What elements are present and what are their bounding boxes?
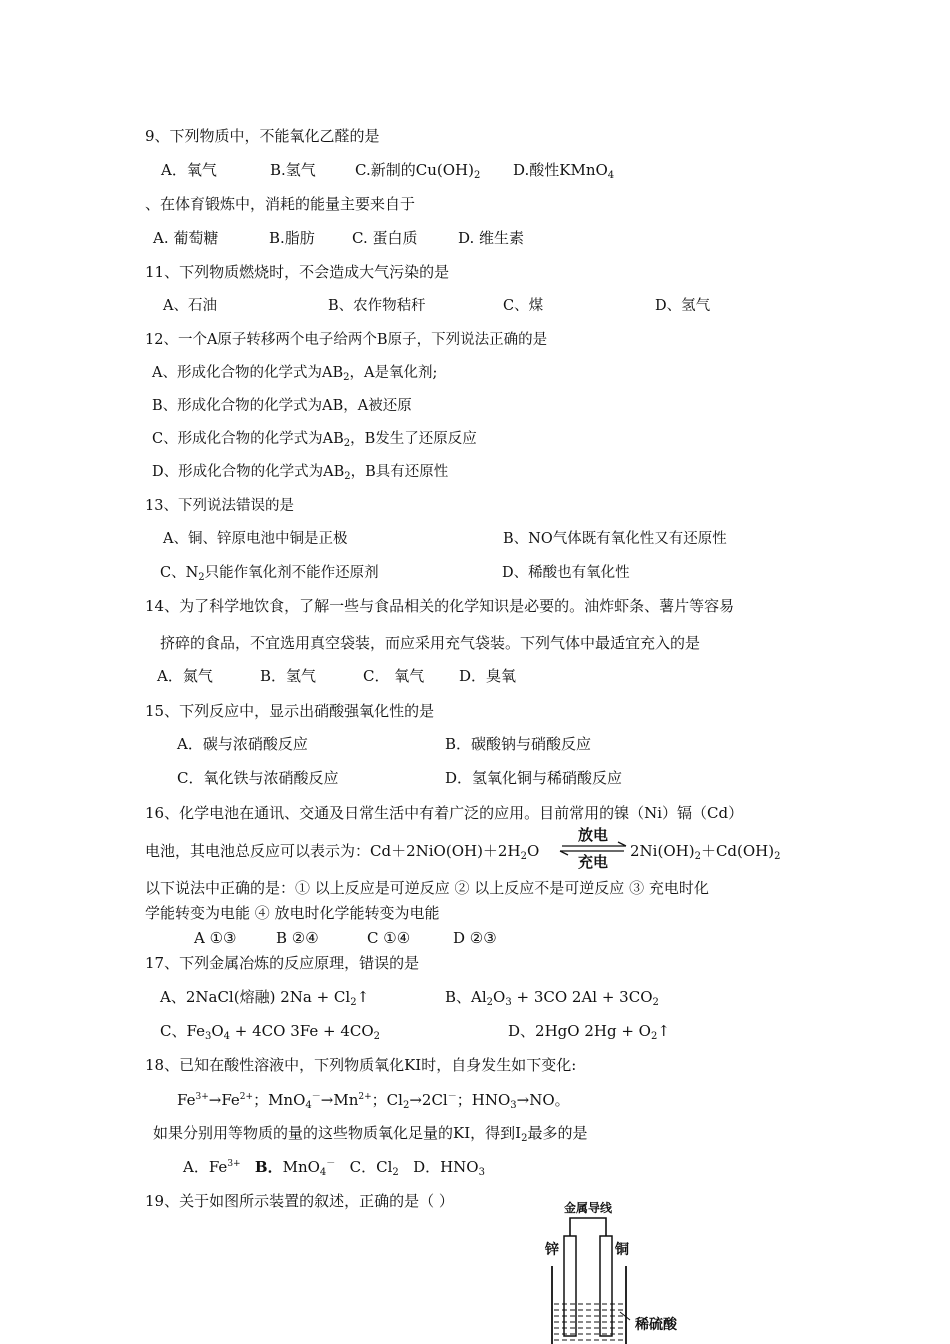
q19-stem: 19、关于如图所示装置的叙述，正确的是（ ） [145, 1192, 454, 1210]
arrow-bottom-label: 充电 [577, 854, 609, 870]
q11-option-b: B、农作物秸秆 [328, 298, 426, 314]
q18-option-d: D．$HNO_3$ [413, 1158, 485, 1178]
q10-option-c: C. 蛋白质 [352, 229, 418, 247]
q11-option-a: A、石油 [163, 298, 217, 314]
q10-option-d: D. 维生素 [458, 229, 525, 247]
q13-stem: 13、下列说法错误的是 [145, 498, 294, 514]
zinc-label: 锌 [545, 1241, 559, 1257]
acid-label: 稀硫酸 [635, 1316, 677, 1332]
q11-stem: 11、下列物质燃烧时，不会造成大气污染的是 [145, 263, 450, 281]
arrow-top-label: 放电 [577, 827, 609, 844]
q9-option-a: A．氧气 [161, 161, 217, 179]
q15-option-a: A．碳与浓硝酸反应 [177, 735, 308, 753]
q9-option-b: B.氢气 [270, 161, 316, 179]
q16-option-d: D ②③ [453, 929, 497, 947]
q16-option-c: C ①④ [367, 929, 411, 947]
zinc-electrode [564, 1236, 576, 1336]
q11-option-d: D、氢气 [655, 298, 711, 314]
q12-option-a: A、形成化合物的化学式为$AB_2$，A是氧化剂; [152, 365, 438, 383]
q13-option-d: D、稀酸也有氧化性 [502, 565, 630, 581]
q13-option-b: B、NO气体既有氧化性又有还原性 [503, 531, 727, 547]
q17-option-d: D、2HgO $2Hg + O_2↑$ [508, 1022, 670, 1042]
q18-option-b: B．MnO$_4$－ [254, 1158, 336, 1178]
copper-electrode [600, 1236, 612, 1336]
q16-line4: 学能转变为电能 ④ 放电时化学能转变为电能 [145, 904, 440, 922]
q9-option-d: D.酸性KMnO$_4$ [513, 161, 615, 181]
q14-option-d: D．臭氧 [459, 667, 517, 685]
q15-stem: 15、下列反应中，显示出硝酸强氧化性的是 [145, 702, 435, 720]
q18-question: 如果分别用等物质的量的这些物质氧化足量的KI，得到$I_2$最多的是 [153, 1124, 588, 1144]
q11-option-c: C、煤 [503, 298, 544, 314]
q10-option-a: A. 葡萄糖 [153, 229, 219, 247]
beaker [552, 1266, 626, 1344]
q17-option-b: B、$Al_2O_3 + 3CO$ $2Al + 3CO_2$ [445, 988, 659, 1008]
q15-option-d: D．氢氧化铜与稀硝酸反应 [445, 769, 623, 787]
q18-changes: $Fe^{3+}\to Fe^{2+}$；$MnO_4^-\to Mn^{2+}$；$Cl_2\to 2Cl^-$；$HNO_3\to NO$。 [177, 1091, 570, 1111]
q16-line3: 以下说法中正确的是：① 以上反应是可逆反应 ② 以上反应不是可逆反应 ③ 充电时化 [145, 879, 709, 897]
q9-option-c: C.新制的$Cu(OH)_2$ [355, 161, 481, 181]
q12-stem: 12、一个A原子转移两个电子给两个B原子，下列说法正确的是 [145, 332, 548, 348]
q18-option-c: C．$Cl_2$ [349, 1158, 399, 1178]
q12-option-b: B、形成化合物的化学式为AB，A被还原 [152, 398, 412, 414]
galvanic-cell-diagram [530, 1196, 690, 1344]
q16-equation-left: 电池，其电池总反应可以表示为：$Cd+2NiO(OH)+2H_2O$ [145, 842, 540, 862]
q13-option-a: A、铜、锌原电池中铜是正极 [163, 531, 348, 547]
q14-option-a: A．氮气 [157, 667, 213, 685]
q18-stem: 18、已知在酸性溶液中，下列物质氧化KI时，自身发生如下变化: [145, 1056, 577, 1074]
q17-stem: 17、下列金属冶炼的反应原理，错误的是 [145, 954, 420, 972]
q14-option-b: B．氢气 [260, 667, 317, 685]
q13-option-c: C、$N_2$只能作氧化剂不能作还原剂 [160, 565, 379, 583]
q18-option-a: A．$Fe^{3+}$ [183, 1158, 241, 1176]
q16-stem-line1: 16、化学电池在通讯、交通及日常生活中有着广泛的应用。目前常用的镍（Ni）镉（Cd） [145, 804, 744, 822]
copper-label: 铜 [615, 1241, 629, 1257]
q12-option-c: C、形成化合物的化学式为$AB_2$，B发生了还原反应 [152, 431, 477, 449]
q15-option-b: B．碳酸钠与硝酸反应 [445, 735, 592, 753]
q9-stem: 9、下列物质中，不能氧化乙醛的是 [145, 127, 380, 145]
q16-equation-right: $2Ni(OH)_2+Cd(OH)_2$ [630, 842, 781, 862]
q12-option-d: D、形成化合物的化学式为$AB_2$，B具有还原性 [152, 464, 449, 482]
q16-option-b: B ②④ [276, 929, 319, 947]
q15-option-c: C．氧化铁与浓硝酸反应 [177, 769, 339, 787]
q10-stem: 、在体育锻炼中，消耗的能量主要来自于 [145, 195, 416, 213]
q18-options [183, 1157, 485, 1177]
q17-option-a: A、2NaCl(熔融) $2Na + Cl_2↑$ [160, 988, 370, 1008]
q10-option-b: B.脂肪 [269, 229, 315, 247]
q17-option-c: C、$Fe_3O_4 + 4CO$ $3Fe + 4CO_2$ [160, 1022, 381, 1042]
q14-stem-line1: 14、为了科学地饮食，了解一些与食品相关的化学知识是必要的。油炸虾条、薯片等容易 [145, 597, 735, 615]
reversible-arrow-icon [556, 826, 630, 870]
q14-stem-line2: 挤碎的食品，不宜选用真空袋装，而应采用充气袋装。下列气体中最适宜充入的是 [160, 634, 701, 652]
wire-label: 金属导线 [563, 1201, 613, 1215]
q16-option-a: A ①③ [194, 929, 237, 947]
q14-option-c: C． 氧气 [363, 667, 425, 685]
